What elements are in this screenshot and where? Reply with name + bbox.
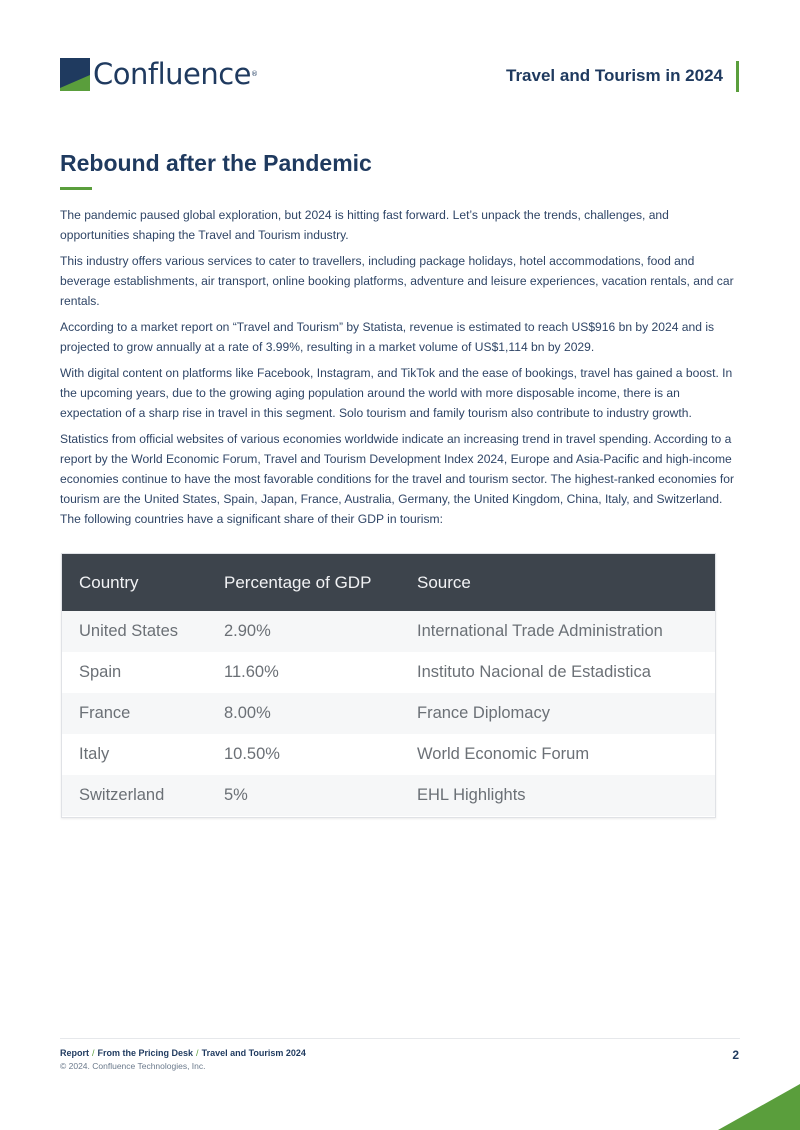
breadcrumb-item-travel-tourism: Travel and Tourism 2024: [201, 1048, 306, 1058]
footer-copyright: © 2024. Confluence Technologies, Inc.: [60, 1061, 206, 1071]
trademark-icon: ®: [251, 70, 258, 78]
corner-triangle-decoration: [718, 1084, 800, 1130]
table-row: [62, 693, 715, 734]
header-country: Country: [62, 554, 207, 611]
cell-country: Switzerland: [62, 775, 207, 816]
breadcrumb: [60, 1048, 306, 1058]
table-row: [62, 611, 715, 652]
cell-percentage: 8.00%: [207, 693, 400, 734]
table-row: [62, 734, 715, 775]
header-accent-bar: [736, 61, 739, 92]
paragraph-statistics: Statistics from official websites of various economies worldwide indicate an increasing trend in travel spending. According to a report by the World Economic Forum, Travel and Tourism Development Index 2024, Europe and Asia-Pacific and high-income economies continue to have the most favorable conditions for the travel and tourism sector. The highest-ranked economies for tourism are the United States, Spain, Japan, France, Australia, Germany, the United Kingdom, China, Italy, and Switzerland. The following countries have a significant share of their GDP in tourism:: [60, 432, 735, 526]
cell-percentage: 11.60%: [224, 663, 279, 681]
header-percentage-of-gdp: Percentage of GDP: [207, 554, 400, 611]
cell-source: Instituto Nacional de Estadistica: [417, 663, 651, 681]
cell-source: France Diplomacy: [400, 693, 715, 734]
table-row: [62, 652, 715, 693]
title-underline: [60, 187, 92, 190]
page-title: Rebound after the Pandemic: [60, 150, 372, 176]
header-source: Source: [400, 554, 715, 611]
cell-country: France: [62, 693, 207, 734]
cell-percentage: 2.90%: [207, 611, 400, 652]
footer-divider: [60, 1038, 740, 1039]
paragraph-services: This industry offers various services to cater to travellers, including package holidays, hotel accommodations, food and beverage establishments, air transport, online booking platforms, adventure and leisure experiences, vacation rentals, and car rentals.: [60, 254, 734, 308]
gdp-table-container: [61, 553, 716, 818]
cell-source: International Trade Administration: [400, 611, 715, 652]
cell-percentage: 5%: [207, 775, 400, 816]
paragraph-digital: With digital content on platforms like Facebook, Instagram, and TikTok and the ease of bookings, travel has gained a boost. In the upcoming years, due to the growing aging population around the world with more disposable income, there is an expectation of a sharp rise in travel in this segment. Solo tourism and family tourism also contribute to industry growth.: [60, 366, 733, 420]
table-row: [62, 775, 715, 816]
page-number: 2: [732, 1048, 739, 1062]
breadcrumb-separator: /: [92, 1048, 95, 1058]
cell-source: World Economic Forum: [417, 745, 590, 763]
header-title: Travel and Tourism in 2024: [506, 66, 723, 85]
cell-country: United States: [62, 611, 207, 652]
table-header-row: [62, 554, 715, 611]
confluence-logo: [60, 58, 258, 91]
breadcrumb-item-report: Report: [60, 1048, 89, 1058]
cell-percentage: 10.50%: [224, 745, 280, 763]
logo-text: Confluence®: [93, 57, 258, 91]
breadcrumb-item-pricing-desk: From the Pricing Desk: [97, 1048, 194, 1058]
cell-country: Italy: [79, 745, 110, 763]
paragraph-intro: The pandemic paused global exploration, but 2024 is hitting fast forward. Let’s unpack the trends, challenges, and opportunities shaping the Travel and Tourism industry.: [60, 208, 669, 242]
body-text: [60, 205, 740, 535]
gdp-table: [62, 554, 715, 816]
logo-mark-icon: [60, 58, 90, 91]
cell-source: EHL Highlights: [400, 775, 715, 816]
paragraph-market-report: According to a market report on “Travel and Tourism” by Statista, revenue is estimated to reach US$916 bn by 2024 and is projected to grow annually at a rate of 3.99%, resulting in a market volume of US$1,114 bn by 2029.: [60, 320, 715, 354]
cell-country: Spain: [79, 663, 122, 681]
breadcrumb-separator: /: [196, 1048, 199, 1058]
